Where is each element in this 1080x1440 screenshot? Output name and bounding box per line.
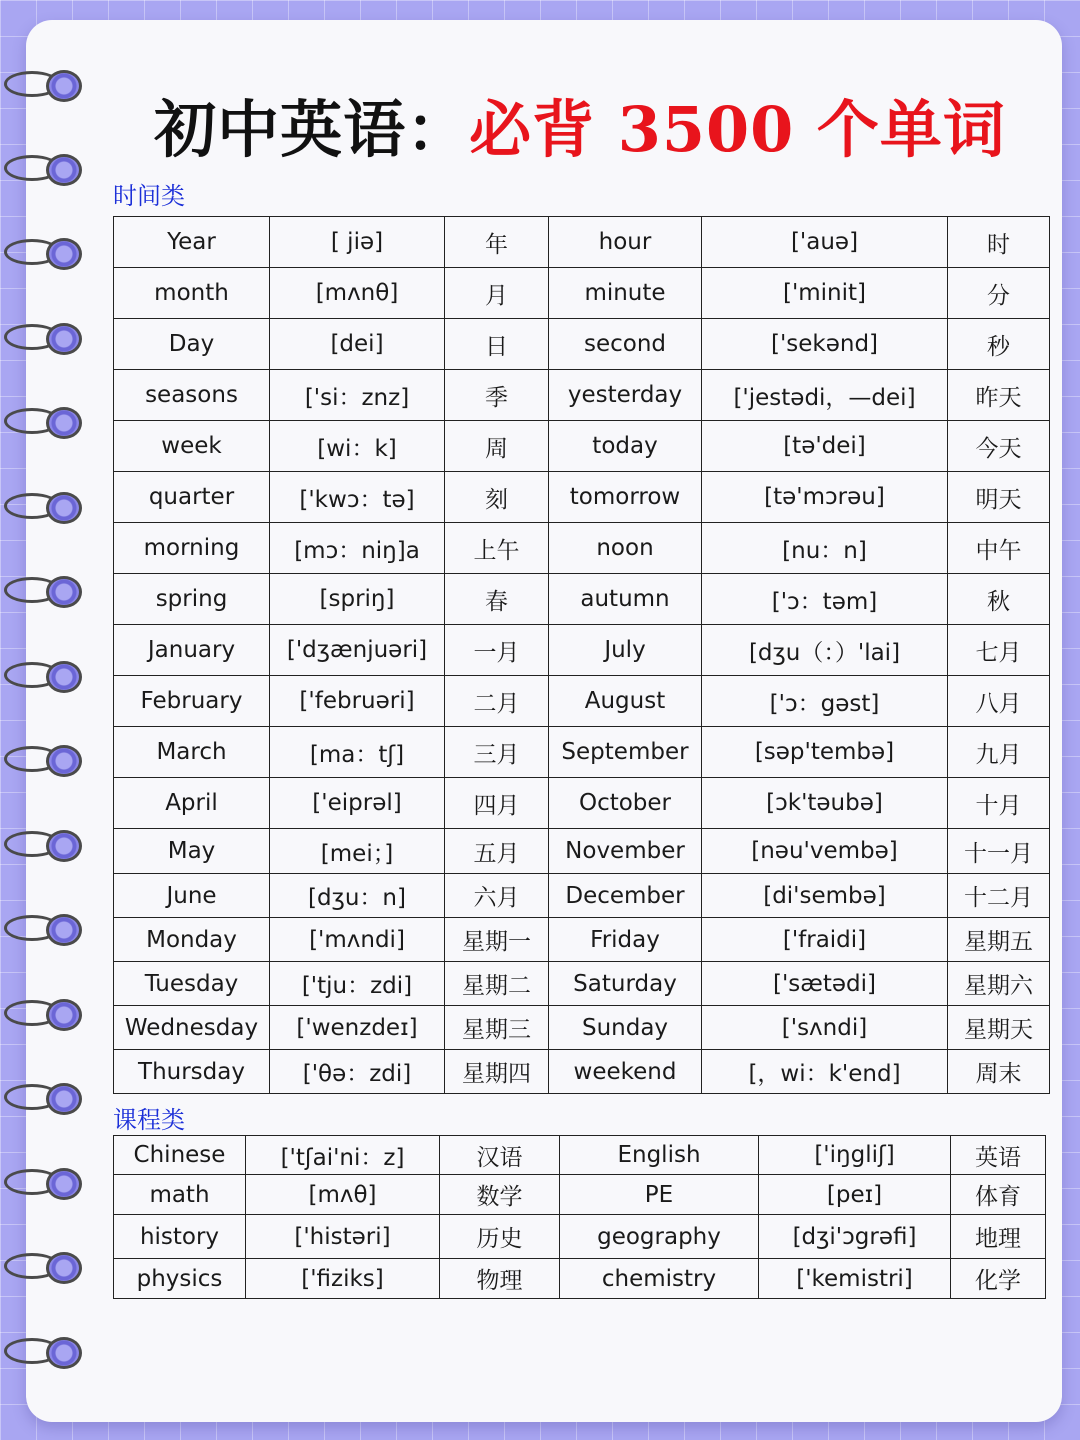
binding-ring <box>4 1335 80 1373</box>
cell-meaning-zh: 星期二 <box>445 962 549 1006</box>
table-row <box>114 829 1050 874</box>
table-row <box>114 523 1050 574</box>
cell-word-en: Tuesday <box>114 962 270 1006</box>
ring-hole <box>46 1337 82 1369</box>
cell-phonetic: ['auə] <box>702 217 948 268</box>
cell-meaning-zh: 一月 <box>445 625 549 676</box>
table-row <box>114 918 1050 962</box>
cell-word-en: Wednesday <box>114 1006 270 1050</box>
cell-phonetic: ['si：znz] <box>270 370 445 421</box>
ring-hole <box>46 492 82 524</box>
time-vocab-table <box>113 216 1050 1094</box>
cell-word-en: today <box>549 421 702 472</box>
table-row <box>114 676 1050 727</box>
table-row <box>114 874 1050 918</box>
cell-meaning-zh: 上午 <box>445 523 549 574</box>
table-row <box>114 1136 1046 1175</box>
cell-word-en: quarter <box>114 472 270 523</box>
ring-hole <box>46 914 82 946</box>
cell-meaning-zh: 月 <box>445 268 549 319</box>
cell-phonetic: ['sætədi] <box>702 962 948 1006</box>
cell-meaning-zh: 地理 <box>951 1215 1046 1259</box>
cell-phonetic: [mʌnθ] <box>270 268 445 319</box>
cell-phonetic: ['dʒænjuəri] <box>270 625 445 676</box>
cell-phonetic: [mei；] <box>270 829 445 874</box>
cell-word-en: Sunday <box>549 1006 702 1050</box>
ring-hole <box>46 576 82 608</box>
table-row <box>114 217 1050 268</box>
binding-ring <box>4 321 80 359</box>
binding-ring <box>4 574 80 612</box>
cell-phonetic: [dʒi'ɔgrəfi] <box>759 1215 951 1259</box>
table-row <box>114 727 1050 778</box>
cell-meaning-zh: 体育 <box>951 1175 1046 1215</box>
cell-phonetic: ['februəri] <box>270 676 445 727</box>
cell-meaning-zh: 七月 <box>948 625 1050 676</box>
page-title <box>0 80 1080 169</box>
table-row <box>114 319 1050 370</box>
cell-word-en: history <box>114 1215 246 1259</box>
cell-meaning-zh: 星期天 <box>948 1006 1050 1050</box>
table-row <box>114 962 1050 1006</box>
cell-phonetic: [mʌθ] <box>246 1175 440 1215</box>
cell-phonetic: [dei] <box>270 319 445 370</box>
cell-meaning-zh: 周 <box>445 421 549 472</box>
cell-word-en: Chinese <box>114 1136 246 1175</box>
cell-phonetic: [peɪ] <box>759 1175 951 1215</box>
title-black-part: 初中英语： <box>154 93 470 166</box>
binding-ring <box>4 912 80 950</box>
cell-word-en: January <box>114 625 270 676</box>
cell-meaning-zh: 昨天 <box>948 370 1050 421</box>
ring-hole <box>46 661 82 693</box>
cell-phonetic: [spriŋ] <box>270 574 445 625</box>
binding-ring <box>4 405 80 443</box>
cell-phonetic: ['sekənd] <box>702 319 948 370</box>
cell-phonetic: [tə'dei] <box>702 421 948 472</box>
table-row <box>114 370 1050 421</box>
cell-phonetic: [ɔk'təubə] <box>702 778 948 829</box>
cell-meaning-zh: 刻 <box>445 472 549 523</box>
cell-meaning-zh: 分 <box>948 268 1050 319</box>
cell-word-en: tomorrow <box>549 472 702 523</box>
cell-phonetic: ['sʌndi] <box>702 1006 948 1050</box>
cell-meaning-zh: 汉语 <box>440 1136 560 1175</box>
cell-meaning-zh: 二月 <box>445 676 549 727</box>
cell-meaning-zh: 十月 <box>948 778 1050 829</box>
cell-word-en: June <box>114 874 270 918</box>
ring-hole <box>46 407 82 439</box>
cell-phonetic: [di'sembə] <box>702 874 948 918</box>
ring-hole <box>46 1168 82 1200</box>
cell-phonetic: [dʒu（：）'lai] <box>702 625 948 676</box>
cell-word-en: seasons <box>114 370 270 421</box>
cell-meaning-zh: 十二月 <box>948 874 1050 918</box>
cell-meaning-zh: 九月 <box>948 727 1050 778</box>
cell-word-en: English <box>560 1136 759 1175</box>
cell-phonetic: [mɔ：niŋ]a <box>270 523 445 574</box>
cell-phonetic: ['tʃai'ni：z] <box>246 1136 440 1175</box>
table-row <box>114 421 1050 472</box>
cell-word-en: week <box>114 421 270 472</box>
binding-ring <box>4 490 80 528</box>
cell-phonetic: ['wenzdeɪ] <box>270 1006 445 1050</box>
cell-meaning-zh: 中午 <box>948 523 1050 574</box>
cell-phonetic: ['fiziks] <box>246 1259 440 1299</box>
cell-word-en: noon <box>549 523 702 574</box>
cell-phonetic: [səp'tembə] <box>702 727 948 778</box>
ring-hole <box>46 745 82 777</box>
cell-word-en: April <box>114 778 270 829</box>
table-row <box>114 268 1050 319</box>
cell-meaning-zh: 季 <box>445 370 549 421</box>
cell-meaning-zh: 春 <box>445 574 549 625</box>
cell-word-en: September <box>549 727 702 778</box>
binding-ring <box>4 236 80 274</box>
cell-word-en: August <box>549 676 702 727</box>
cell-phonetic: ['kwɔ：tə] <box>270 472 445 523</box>
section-label-courses: 课程类 <box>113 1106 185 1134</box>
cell-word-en: March <box>114 727 270 778</box>
cell-phonetic: ['minit] <box>702 268 948 319</box>
cell-meaning-zh: 星期六 <box>948 962 1050 1006</box>
cell-phonetic: [wi：k] <box>270 421 445 472</box>
cell-phonetic: [ jiə] <box>270 217 445 268</box>
ring-hole <box>46 323 82 355</box>
cell-phonetic: [dʒu：n] <box>270 874 445 918</box>
cell-phonetic: [nu：n] <box>702 523 948 574</box>
cell-word-en: spring <box>114 574 270 625</box>
cell-meaning-zh: 物理 <box>440 1259 560 1299</box>
cell-phonetic: [ma：tʃ] <box>270 727 445 778</box>
cell-phonetic: ['ɔ：təm] <box>702 574 948 625</box>
cell-phonetic: ['θə：zdi] <box>270 1050 445 1094</box>
cell-phonetic: [，wi：k'end] <box>702 1050 948 1094</box>
cell-word-en: math <box>114 1175 246 1215</box>
cell-word-en: chemistry <box>560 1259 759 1299</box>
ring-hole <box>46 830 82 862</box>
cell-meaning-zh: 秒 <box>948 319 1050 370</box>
cell-meaning-zh: 三月 <box>445 727 549 778</box>
cell-phonetic: [tə'mɔrəu] <box>702 472 948 523</box>
cell-meaning-zh: 明天 <box>948 472 1050 523</box>
cell-word-en: Year <box>114 217 270 268</box>
cell-meaning-zh: 化学 <box>951 1259 1046 1299</box>
cell-word-en: hour <box>549 217 702 268</box>
cell-word-en: July <box>549 625 702 676</box>
cell-meaning-zh: 数学 <box>440 1175 560 1215</box>
cell-meaning-zh: 五月 <box>445 829 549 874</box>
cell-phonetic: [nəu'vembə] <box>702 829 948 874</box>
table-row <box>114 778 1050 829</box>
section-label-time: 时间类 <box>113 182 185 210</box>
cell-word-en: February <box>114 676 270 727</box>
binding-ring <box>4 1250 80 1288</box>
cell-meaning-zh: 八月 <box>948 676 1050 727</box>
cell-word-en: autumn <box>549 574 702 625</box>
cell-meaning-zh: 星期五 <box>948 918 1050 962</box>
cell-word-en: November <box>549 829 702 874</box>
cell-meaning-zh: 日 <box>445 319 549 370</box>
cell-meaning-zh: 今天 <box>948 421 1050 472</box>
cell-phonetic: ['kemistri] <box>759 1259 951 1299</box>
table-row <box>114 1259 1046 1299</box>
cell-meaning-zh: 星期四 <box>445 1050 549 1094</box>
table-row <box>114 574 1050 625</box>
binding-ring <box>4 659 80 697</box>
cell-meaning-zh: 英语 <box>951 1136 1046 1175</box>
cell-word-en: December <box>549 874 702 918</box>
cell-word-en: Friday <box>549 918 702 962</box>
cell-word-en: Saturday <box>549 962 702 1006</box>
cell-phonetic: ['jestədi，—dei] <box>702 370 948 421</box>
cell-word-en: Monday <box>114 918 270 962</box>
cell-word-en: physics <box>114 1259 246 1299</box>
cell-word-en: second <box>549 319 702 370</box>
binding-ring <box>4 828 80 866</box>
cell-word-en: minute <box>549 268 702 319</box>
cell-word-en: geography <box>560 1215 759 1259</box>
cell-word-en: PE <box>560 1175 759 1215</box>
table-row <box>114 1215 1046 1259</box>
table-row <box>114 1050 1050 1094</box>
course-vocab-table <box>113 1135 1046 1299</box>
cell-meaning-zh: 十一月 <box>948 829 1050 874</box>
table-row <box>114 472 1050 523</box>
cell-word-en: Day <box>114 319 270 370</box>
cell-word-en: yesterday <box>549 370 702 421</box>
cell-meaning-zh: 六月 <box>445 874 549 918</box>
cell-word-en: month <box>114 268 270 319</box>
cell-word-en: Thursday <box>114 1050 270 1094</box>
cell-meaning-zh: 秋 <box>948 574 1050 625</box>
binding-ring <box>4 1166 80 1204</box>
cell-phonetic: ['tju：zdi] <box>270 962 445 1006</box>
ring-hole <box>46 1252 82 1284</box>
binding-ring <box>4 743 80 781</box>
cell-meaning-zh: 历史 <box>440 1215 560 1259</box>
cell-word-en: morning <box>114 523 270 574</box>
cell-phonetic: ['ɔ：gəst] <box>702 676 948 727</box>
cell-phonetic: ['iŋgliʃ] <box>759 1136 951 1175</box>
cell-word-en: May <box>114 829 270 874</box>
cell-meaning-zh: 星期一 <box>445 918 549 962</box>
binding-ring <box>4 997 80 1035</box>
binding-ring <box>4 1081 80 1119</box>
table-row <box>114 625 1050 676</box>
cell-meaning-zh: 时 <box>948 217 1050 268</box>
cell-meaning-zh: 年 <box>445 217 549 268</box>
cell-word-en: weekend <box>549 1050 702 1094</box>
table-row <box>114 1175 1046 1215</box>
cell-meaning-zh: 四月 <box>445 778 549 829</box>
title-red-part: 必背 3500 个单词 <box>469 93 1006 166</box>
cell-word-en: October <box>549 778 702 829</box>
cell-phonetic: ['histəri] <box>246 1215 440 1259</box>
ring-hole <box>46 999 82 1031</box>
table-row <box>114 1006 1050 1050</box>
cell-phonetic: ['fraidi] <box>702 918 948 962</box>
cell-phonetic: ['mʌndi] <box>270 918 445 962</box>
ring-hole <box>46 238 82 270</box>
cell-meaning-zh: 周末 <box>948 1050 1050 1094</box>
cell-phonetic: ['eiprəl] <box>270 778 445 829</box>
ring-hole <box>46 1083 82 1115</box>
cell-meaning-zh: 星期三 <box>445 1006 549 1050</box>
